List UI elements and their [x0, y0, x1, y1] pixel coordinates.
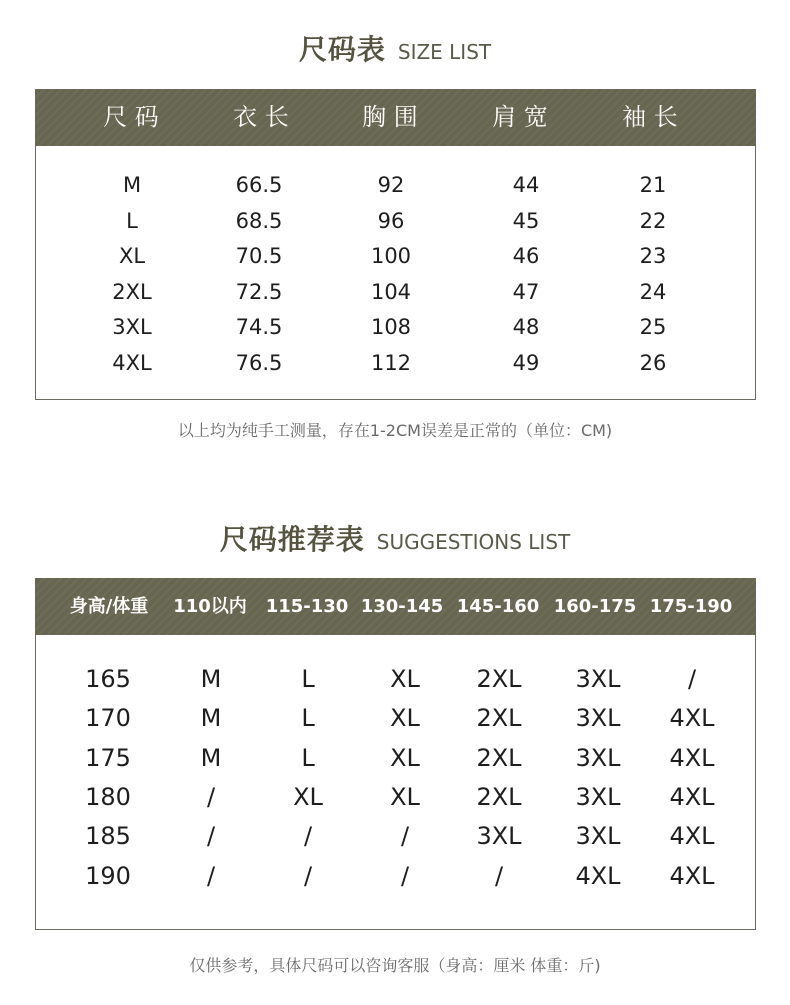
- table-cell: /: [206, 782, 216, 811]
- table-cell: 47: [512, 279, 540, 304]
- table-cell: XL: [390, 743, 420, 772]
- table-cell: M: [200, 665, 222, 693]
- table-cell: /: [687, 665, 697, 693]
- suggest-table-header: [35, 578, 756, 635]
- table-cell: 45: [512, 208, 540, 233]
- table-cell: 4XL: [669, 704, 715, 733]
- table-cell: 23: [639, 244, 667, 268]
- table-cell: L: [301, 704, 315, 733]
- suggest-header-cell: 130-145: [360, 596, 444, 617]
- table-cell: 68.5: [235, 208, 283, 233]
- table-cell: 74.5: [235, 315, 283, 339]
- table-cell: /: [206, 822, 216, 851]
- table-cell: 4XL: [575, 861, 621, 890]
- table-cell: 26: [639, 350, 667, 375]
- suggest-list-title-en: SUGGESTIONS LIST: [376, 530, 571, 554]
- table-cell: /: [303, 822, 313, 851]
- table-cell: L: [301, 665, 315, 693]
- table-cell: 4XL: [112, 350, 152, 375]
- table-cell: M: [122, 173, 142, 197]
- table-cell: 108: [370, 315, 412, 339]
- table-cell: 2XL: [476, 743, 522, 772]
- table-cell: 2XL: [476, 782, 522, 811]
- suggest-list-title-cn: 尺码推荐表: [219, 523, 365, 556]
- size-header-cell: 袖 长: [622, 103, 678, 131]
- size-table: [35, 89, 756, 400]
- table-cell: 24: [639, 279, 667, 304]
- table-cell: 3XL: [476, 822, 522, 851]
- size-list-title-en: SIZE LIST: [397, 40, 492, 64]
- table-cell: 2XL: [112, 279, 152, 304]
- table-cell: 66.5: [235, 173, 283, 197]
- table-cell: 22: [639, 208, 667, 233]
- table-cell: /: [400, 861, 410, 890]
- table-cell: 44: [512, 173, 540, 197]
- table-cell: 175: [85, 743, 131, 772]
- table-cell: 3XL: [575, 743, 621, 772]
- size-note: 以上均为纯手工测量，存在1-2CM误差是正常的（单位：CM): [177, 421, 613, 440]
- suggest-table: [35, 578, 756, 930]
- table-cell: 49: [512, 350, 540, 375]
- table-cell: 70.5: [235, 244, 283, 268]
- size-header-cell: 尺 码: [103, 103, 159, 131]
- table-cell: 170: [85, 704, 131, 733]
- table-cell: L: [126, 208, 138, 233]
- table-cell: 25: [639, 315, 667, 339]
- suggest-header-cell: 身高/体重: [69, 596, 149, 617]
- table-cell: 112: [370, 350, 412, 375]
- table-cell: 3XL: [575, 822, 621, 851]
- table-cell: 48: [512, 315, 540, 339]
- table-cell: 100: [370, 244, 412, 268]
- table-cell: 185: [85, 822, 131, 851]
- table-cell: 4XL: [669, 782, 715, 811]
- table-cell: 72.5: [235, 279, 283, 304]
- table-cell: 2XL: [476, 665, 522, 693]
- size-header-cell: 衣 长: [233, 103, 289, 131]
- suggest-note: 仅供参考，具体尺码可以咨询客服（身高：厘米 体重：斤): [189, 956, 601, 975]
- table-cell: 3XL: [575, 665, 621, 693]
- table-cell: 46: [512, 244, 540, 268]
- table-cell: 96: [377, 208, 405, 233]
- size-header-cell: 胸 围: [362, 103, 418, 131]
- size-list-title-cn: 尺码表: [298, 33, 386, 66]
- table-cell: M: [200, 743, 222, 772]
- table-cell: 3XL: [575, 782, 621, 811]
- table-cell: M: [200, 704, 222, 733]
- table-cell: /: [494, 861, 504, 890]
- table-cell: /: [206, 861, 216, 890]
- table-cell: 190: [85, 861, 131, 890]
- suggest-list-title: [0, 518, 790, 558]
- size-header-cell: 肩 宽: [492, 103, 548, 131]
- table-cell: 76.5: [235, 350, 283, 375]
- size-list-title: [0, 28, 790, 68]
- table-cell: 180: [85, 782, 131, 811]
- table-cell: 4XL: [669, 743, 715, 772]
- table-cell: 3XL: [575, 704, 621, 733]
- table-cell: 104: [370, 279, 412, 304]
- table-cell: 4XL: [669, 861, 715, 890]
- table-cell: XL: [118, 244, 146, 268]
- table-cell: 92: [377, 173, 405, 197]
- table-cell: L: [301, 743, 315, 772]
- size-table-header: [35, 89, 756, 146]
- table-cell: XL: [390, 704, 420, 733]
- table-cell: XL: [390, 782, 420, 811]
- table-cell: XL: [390, 665, 420, 693]
- table-cell: 4XL: [669, 822, 715, 851]
- table-cell: XL: [293, 782, 323, 811]
- table-cell: 165: [85, 665, 131, 693]
- table-cell: 2XL: [476, 704, 522, 733]
- table-cell: 21: [639, 173, 667, 197]
- table-cell: 3XL: [112, 315, 152, 339]
- table-cell: /: [303, 861, 313, 890]
- suggest-header-cell: 145-160: [456, 596, 540, 617]
- table-cell: /: [400, 822, 410, 851]
- suggest-header-cell: 110以内: [173, 596, 247, 617]
- suggest-header-cell: 160-175: [553, 596, 637, 617]
- suggest-header-cell: 115-130: [265, 596, 349, 617]
- suggest-header-cell: 175-190: [649, 596, 733, 617]
